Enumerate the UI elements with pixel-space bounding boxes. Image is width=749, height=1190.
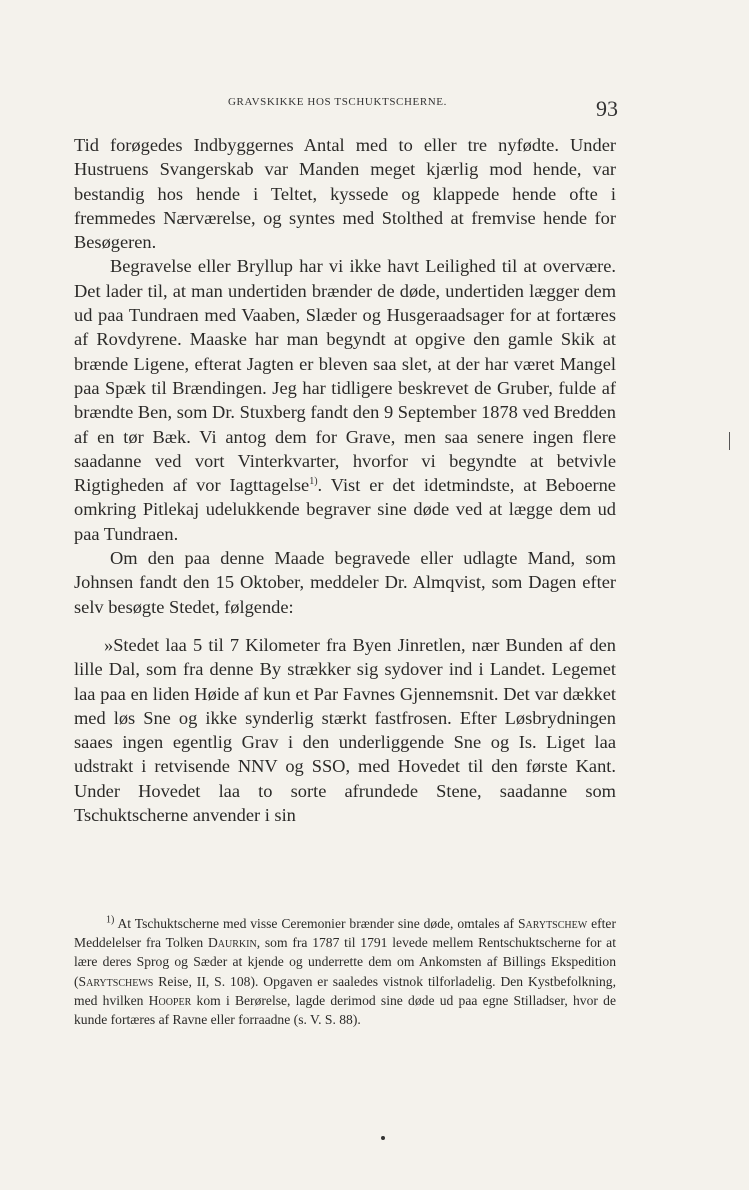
paragraph-2: Begravelse eller Bryllup har vi ikke havt Leilighed til at overvære. Det lader til, at man undertiden brænder de døde, undertiden lægger dem ud paa Tundraen med Vaaben, Slæder og Husgeraadsager for at fortæres af Rovdyrene. Maaske har man begyndt at opgive den gamle Skik at brænde Ligene, efterat Jagten er bleven saa slet, at der har været Mangel paa Spæk til Brændingen. Jeg har tidligere beskrevet de Gruber, fulde af brændte Ben, som Dr. Stuxberg fandt den 9 September 1878 ved Bredden af en tør Bæk. Vi antog dem for Grave, men saa senere ingen flere saadanne ved vort Vinterkvarter, hvorfor vi begyndte at betvivle Rigtigheden af vor Iagttagelse$^{1)}$. Vist er det idetmindste, at Beboerne omkring Pitlekaj udelukkende begraver sine døde ved at lægge dem ud paa Tundraen. <box>74 256 616 544</box>
footnote-part: kom i Berørelse, lagde derimod sine døde ud paa egne Stilladser, hvor de kunde fortæres af Ravne eller forraadne (s. V. S. 88). <box>74 992 616 1028</box>
footnote-part: , som fra 1787 til 1791 levede mellem Rentschuktscherne for at lære deres Sprog og Sæder at kjende og underrette dem om Ankomsten af Billings Ekspedition ( <box>74 935 616 989</box>
author-name: Sarytschews <box>78 973 154 989</box>
edge-mark <box>729 432 730 450</box>
footnote-marker: 1) <box>106 914 115 926</box>
footnote-part: Reise, II, S. 108). Opgaven er saaledes vistnok tilforladelig. Den Kystbefolkning, med hvilken <box>74 973 616 1008</box>
body-text <box>74 133 616 827</box>
paragraph-3: Om den paa denne Maade begravede eller udlagte Mand, som Johnsen fandt den 15 Oktober, meddeler Dr. Almqvist, som Dagen efter selv besøgte Stedet, følgende: <box>74 548 616 617</box>
footnote-part: At Tschuktscherne med visse Ceremonier brænder sine døde, omtales af <box>117 916 515 931</box>
running-head: GRAVSKIKKE HOS TSCHUKTSCHERNE. <box>228 96 447 108</box>
author-name: Daurkin <box>207 935 257 951</box>
footnote-reference: 1) <box>309 476 318 488</box>
paragraph-2-continuation: Vist er det idetmindste, at Beboerne omkring Pitlekaj udelukkende begraver sine døde ved at lægge dem ud paa Tundraen. <box>74 475 616 544</box>
quoted-paragraph: »Stedet laa 5 til 7 Kilometer fra Byen Jinretlen, nær Bunden af den lille Dal, som fra denne By strækker sig sydover ind i Landet. Legemet laa paa en liden Høide af kun et Par Favnes Gjennemsnit. Det var dækket med løs Sne og ikke synderlig stærkt fastfrosen. Efter Løsbrydningen saaes ingen egentlig Grav i den underliggende Sne og Is. Liget laa udstrakt i retvisende NNV og SSO, med Hovedet til den første Kant. Under Hovedet laa to sorte afrundede Stene, saadanne som Tschuktscherne anvender i sin <box>74 634 616 826</box>
footnote-part: efter Meddelelser fra Tolken <box>74 916 616 951</box>
footnote-text <box>74 914 616 1029</box>
paragraph-2-text: Begravelse eller Bryllup har vi ikke havt Leilighed til at overvære. Det lader til, at man undertiden brænder de døde, undertiden lægger dem ud paa Tundraen med Vaaben, Slæder og Husgeraadsager for at fortæres af Rovdyrene. Maaske har man begyndt at opgive den gamle Skik at brænde Ligene, efterat Jagten er bleven saa slet, at der har været Mangel paa Spæk til Brændingen. Jeg har tidligere beskrevet de Gruber, fulde af brændte Ben, som Dr. Stuxberg fandt den 9 September 1878 ved Bredden af en tør Bæk. Vi antog dem for Grave, men saa senere ingen flere saadanne ved vort Vinterkvarter, hvorfor vi begyndte at betvivle Rigtigheden af vor Iagttagelse <box>74 256 616 496</box>
footnote <box>74 914 616 1029</box>
author-name: Hooper <box>148 992 192 1008</box>
paragraph-1: Tid forøgedes Indbyggernes Antal med to eller tre nyfødte. Under Hustruens Svangerskab var Manden meget kjærlig mod hende, var bestandig hos hende i Teltet, kyssede og klappede hende ofte i fremmedes Nærværelse, og syntes med Stolthed at fremvise hende for Besøgeren. <box>74 135 616 253</box>
printer-dot <box>381 1136 385 1140</box>
author-name: Sarytschew <box>517 916 588 931</box>
page-number: 93 <box>596 96 618 121</box>
